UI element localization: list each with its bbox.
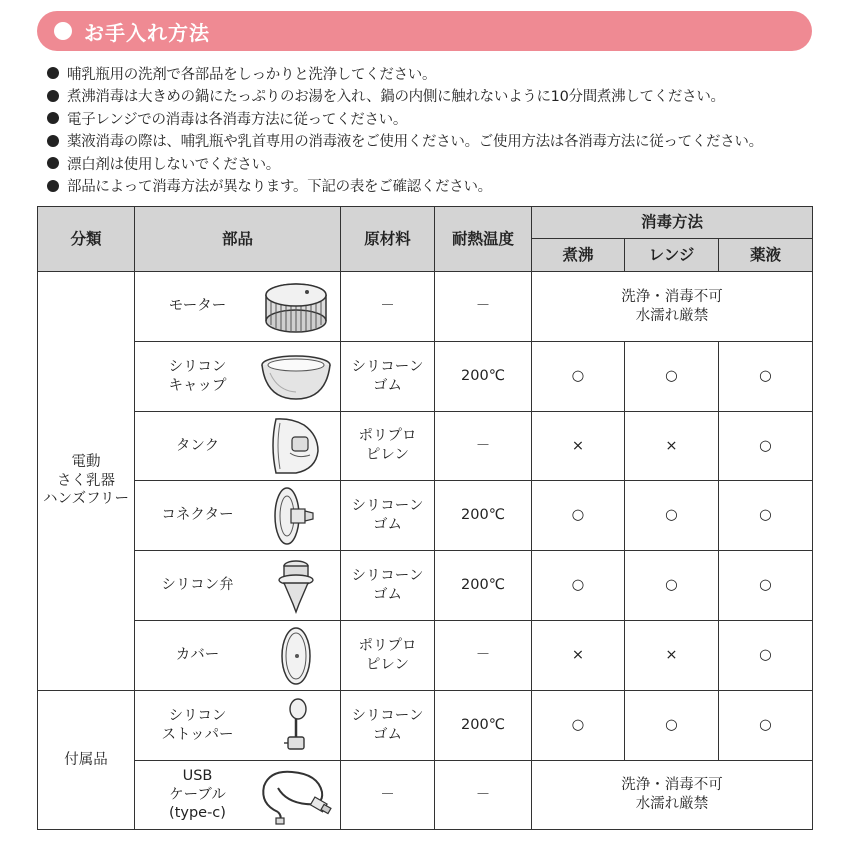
header-range: レンジ (625, 239, 719, 272)
part-cell (135, 272, 341, 342)
not-washable-note: 洗浄・消毒不可 水濡れ厳禁 (532, 761, 813, 830)
part-cell (135, 342, 341, 412)
part-cell (135, 761, 341, 830)
part-cell (135, 551, 341, 621)
range-cell: ○ (625, 691, 719, 761)
table-row (38, 551, 813, 621)
heat-cell: － (435, 761, 532, 830)
category-label: 電動 さく乳器 ハンズフリー (43, 453, 129, 508)
note-item: 部品によって消毒方法が異なります。下記の表をご確認ください。 (47, 175, 827, 198)
part-name: シリコン弁 (161, 577, 234, 594)
page-title: お手入れ方法 (84, 20, 210, 45)
bullet-icon (47, 157, 59, 169)
material-cell: シリコーン ゴム (341, 551, 435, 621)
care-notes-list (47, 62, 827, 197)
chemical-cell: ○ (719, 551, 813, 621)
part-name: コネクター (161, 507, 234, 524)
range-cell: ○ (625, 551, 719, 621)
heat-cell: － (435, 412, 532, 481)
motor-icon (256, 276, 336, 338)
header-category: 分類 (38, 207, 135, 272)
table-row (38, 272, 813, 342)
note-item: 薬液消毒の際は、哺乳瓶や乳首専用の消毒液をご使用ください。ご使用方法は各消毒方法に従ってください。 (47, 130, 827, 153)
bullet-icon (47, 135, 59, 147)
header-chemical: 薬液 (719, 239, 813, 272)
heat-cell: 200℃ (435, 342, 532, 412)
silicone-cap-icon (256, 346, 336, 408)
material-cell: － (341, 272, 435, 342)
table-row (38, 691, 813, 761)
bullet-icon (47, 112, 59, 124)
range-cell: ○ (625, 481, 719, 551)
category-cell (38, 272, 135, 691)
bullet-icon (47, 180, 59, 192)
chemical-cell: ○ (719, 342, 813, 412)
bullet-icon (47, 67, 59, 79)
material-cell: シリコーン ゴム (341, 342, 435, 412)
part-cell (135, 691, 341, 761)
material-cell: ポリプロ ピレン (341, 412, 435, 481)
category-label: 付属品 (64, 751, 108, 768)
table-row (38, 481, 813, 551)
not-washable-note: 洗浄・消毒不可 水濡れ厳禁 (532, 272, 813, 342)
part-cell (135, 621, 341, 691)
chemical-cell: ○ (719, 481, 813, 551)
heat-cell: 200℃ (435, 691, 532, 761)
chemical-cell: ○ (719, 691, 813, 761)
usb-cable-icon (256, 764, 336, 826)
material-cell: ポリプロ ピレン (341, 621, 435, 691)
part-cell (135, 412, 341, 481)
title-bullet-icon (54, 22, 72, 40)
silicone-valve-icon (256, 555, 336, 617)
cover-icon (256, 625, 336, 687)
header-material: 原材料 (341, 207, 435, 272)
heat-cell: － (435, 272, 532, 342)
material-cell: シリコーン ゴム (341, 481, 435, 551)
chemical-cell: ○ (719, 621, 813, 691)
silicone-stopper-icon (256, 695, 336, 757)
connector-icon (256, 485, 336, 547)
range-cell: × (625, 621, 719, 691)
table-row (38, 412, 813, 481)
material-cell: シリコーン ゴム (341, 691, 435, 761)
table-row (38, 342, 813, 412)
tank-icon (256, 415, 336, 477)
boil-cell: ○ (532, 691, 625, 761)
range-cell: ○ (625, 342, 719, 412)
chemical-cell: ○ (719, 412, 813, 481)
part-name: カバー (175, 647, 220, 664)
part-name: タンク (175, 437, 220, 454)
note-item: 哺乳瓶用の洗剤で各部品をしっかりと洗浄してください。 (47, 62, 827, 85)
section-title-bar (37, 11, 812, 51)
range-cell: × (625, 412, 719, 481)
part-name: シリコン キャップ (168, 358, 227, 394)
heat-cell: 200℃ (435, 551, 532, 621)
heat-cell: 200℃ (435, 481, 532, 551)
header-boil: 煮沸 (532, 239, 625, 272)
category-cell (38, 691, 135, 830)
table-row (38, 761, 813, 830)
part-cell (135, 481, 341, 551)
bullet-icon (47, 90, 59, 102)
part-name: シリコン ストッパー (161, 707, 234, 743)
header-part: 部品 (135, 207, 341, 272)
boil-cell: ○ (532, 481, 625, 551)
boil-cell: × (532, 412, 625, 481)
boil-cell: ○ (532, 551, 625, 621)
note-item: 漂白剤は使用しないでください。 (47, 152, 827, 175)
boil-cell: ○ (532, 342, 625, 412)
part-name: USB ケーブル (type-c) (169, 767, 226, 822)
material-cell: － (341, 761, 435, 830)
header-heat: 耐熱温度 (435, 207, 532, 272)
disinfection-table (37, 206, 813, 830)
table-row (38, 621, 813, 691)
note-item: 煮沸消毒は大きめの鍋にたっぷりのお湯を入れ、鍋の内側に触れないように10分間煮沸してください。 (47, 85, 827, 108)
header-method: 消毒方法 (532, 207, 813, 239)
boil-cell: × (532, 621, 625, 691)
heat-cell: － (435, 621, 532, 691)
part-name: モーター (168, 298, 227, 315)
note-item: 電子レンジでの消毒は各消毒方法に従ってください。 (47, 107, 827, 130)
